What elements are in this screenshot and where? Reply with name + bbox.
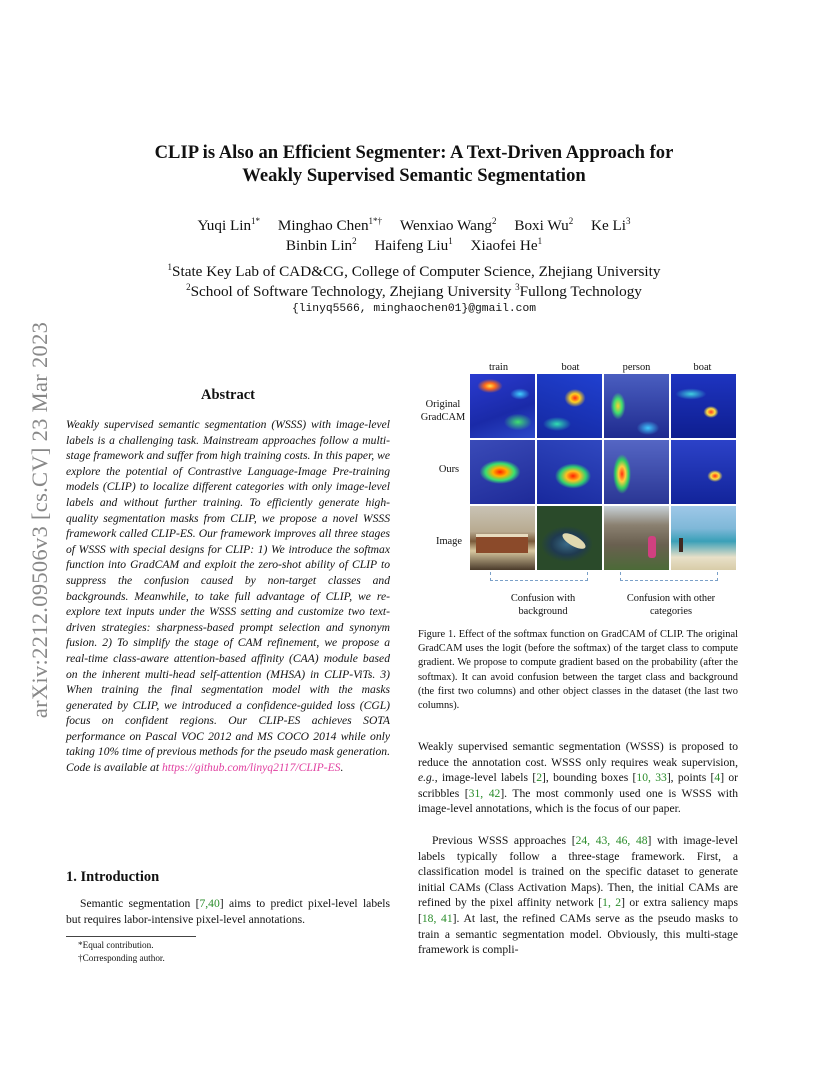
author: Yuqi Lin$^{1*}$ [197, 215, 261, 234]
title-line-2: Weakly Supervised Semantic Segmentation [242, 165, 586, 186]
image-person [604, 506, 669, 570]
author-list [70, 216, 758, 256]
footnote-corresponding: †Corresponding author. [78, 953, 165, 963]
affiliation-1: $^1$State Key Lab of CAD&CG, College of Computer Science, Zhejiang University [167, 261, 661, 280]
brace-label-background: Confusion with background [510, 593, 576, 617]
column-label-boat: boat [561, 362, 580, 373]
author: Haifeng Liu$^1$ [374, 235, 453, 254]
author: Wenxiao Wang$^2$ [399, 215, 497, 234]
footnote-equal-contribution: *Equal contribution. [78, 940, 154, 950]
column-label-boat-2: boat [693, 362, 712, 373]
column-label-person: person [622, 362, 651, 373]
abstract-body: Weakly supervised semantic segmentation (WSSS) with image-level labels is a challenging task. Mainstream approaches follow a multi-stage framework and suffer from high training costs. In this paper, we explore the potential of Contrastive Language-Image Pre-training models (CLIP) to localize different categories with only image-level labels and without further training. To efficiently generate high-quality segmentation masks from CLIP, we propose a novel WSSS framework called CLIP-ES. Our framework improves all three stages of WSSS with special designs for CLIP: 1) We introduce the softmax function into GradCAM and exploit the zero-shot ability of CLIP to suppress the confusion caused by non-target classes and backgrounds. Meanwhile, to take full advantage of CLIP, we re-explore text inputs under the WSSS setting and customize two text-driven strategies: sharpness-based prompt selection and synonym fusion. 2) To simplify the stage of CAM refinement, we propose a real-time class-aware attention-based affinity (CAA) module based on the inherent multi-head self-attention (MHSA) in CLIP-ViTs. 3) When training the final segmentation model with the masks generated by CLIP, we introduced a confidence-guided loss (CGL) focus on confident regions. Our CLIP-ES achieves SOTA performance on Pascal VOC 2012 and MS COCO 2014 while only taking 10% time of previous methods for the pseudo mask generation. Code is available at https://github.com/linyq2117/CLIP-ES. [66, 418, 390, 775]
citation[interactable]: 31, 42 [468, 786, 501, 800]
right-paragraph-1: Weakly supervised semantic segmentation (WSSS) is proposed to reduce the annotation cost. WSSS only requires weak supervision, e.g., image-level labels [2], bounding boxes [10, 33], points [4] or scribbles [31, 42]. The most commonly used one is WSSS with image-level annotations, which is the focus of our paper. [418, 740, 739, 816]
code-link[interactable]: https://github.com/linyq2117/CLIP-ES [161, 761, 341, 775]
image-train [470, 506, 535, 570]
column-label-train: train [488, 362, 509, 373]
introduction-paragraph: Semantic segmentation [7,40] aims to predict pixel-level labels but requires labor-intensive pixel-level annotations. [66, 897, 390, 926]
row-label-image: Image [436, 536, 462, 547]
citation[interactable]: 7,40 [199, 897, 220, 910]
image-boat [537, 506, 602, 570]
arxiv-identifier [20, 280, 60, 760]
heatmap-ours-train [470, 440, 535, 504]
citation[interactable]: 4 [714, 771, 721, 785]
contact-email: {linyq5566, minghaochen01}@gmail.com [291, 303, 537, 315]
heatmap-ours-person [604, 440, 669, 504]
abstract-heading: Abstract [201, 387, 255, 403]
author: Ke Li$^3$ [591, 215, 631, 234]
affiliation-2: $^2$School of Software Technology, Zhejiang University $^3$Fullong Technology [186, 281, 642, 300]
author: Xiaofei He$^1$ [470, 235, 543, 254]
citation[interactable]: 18, 41 [421, 911, 453, 925]
right-paragraph-2: Previous WSSS approaches [24, 43, 46, 48] with image-level labels typically follow a three-stage framework. First, a classification model is trained on the specific dataset to generate initial CAMs (Class Activation Maps). Then, the initial CAMs are refined by the pixel affinity network [1, 2] or extra saliency maps [18, 41]. At last, the refined CAMs serve as the pseudo masks to train a semantic segmentation model. Obviously, this multi-stage framework is compli- [418, 834, 738, 957]
title-line-1: CLIP is Also an Efficient Segmenter: A Text-Driven Approach for [154, 142, 674, 163]
arxiv-identifier-text: arXiv:2212.09506v3 [cs.CV] 23 Mar 2023 [27, 321, 52, 719]
image-boat-2 [671, 506, 736, 570]
figure-1-caption: Figure 1. Effect of the softmax function on GradCAM of CLIP. The original GradCAM uses the logit (before the softmax) of the target class to compute gradient. We propose to compute gradient based on the probability (after the softmax). It can avoid confusion between the target class and background (the first two columns) and other object classes in the dataset (the last two columns). [418, 629, 738, 712]
introduction-heading: 1. Introduction [66, 869, 160, 885]
author: Minghao Chen$^{1*\dagger}$ [277, 215, 383, 234]
author: Binbin Lin$^2$ [285, 235, 357, 254]
heatmap-gradcam-boat [537, 374, 602, 438]
citation[interactable]: 10, 33 [636, 771, 667, 785]
heatmap-ours-boat [537, 440, 602, 504]
brace-other-categories [620, 572, 718, 581]
paper-title [70, 141, 758, 187]
citation[interactable]: 2 [536, 771, 542, 785]
author: Boxi Wu$^2$ [514, 215, 574, 234]
heatmap-ours-boat-2 [671, 440, 736, 504]
brace-background [490, 572, 588, 581]
row-label-original-gradcam: Original GradCAM [420, 399, 466, 423]
footnote-divider [66, 936, 196, 937]
brace-label-other-categories: Confusion with other categories [626, 593, 716, 617]
affiliations [70, 262, 758, 301]
heatmap-gradcam-boat-2 [671, 374, 736, 438]
figure-1 [418, 360, 740, 620]
heatmap-gradcam-person [604, 374, 669, 438]
row-label-ours: Ours [438, 464, 460, 475]
citation[interactable]: 24, 43, 46, 48 [575, 834, 648, 847]
citation[interactable]: 1, 2 [602, 896, 622, 910]
heatmap-gradcam-train [470, 374, 535, 438]
